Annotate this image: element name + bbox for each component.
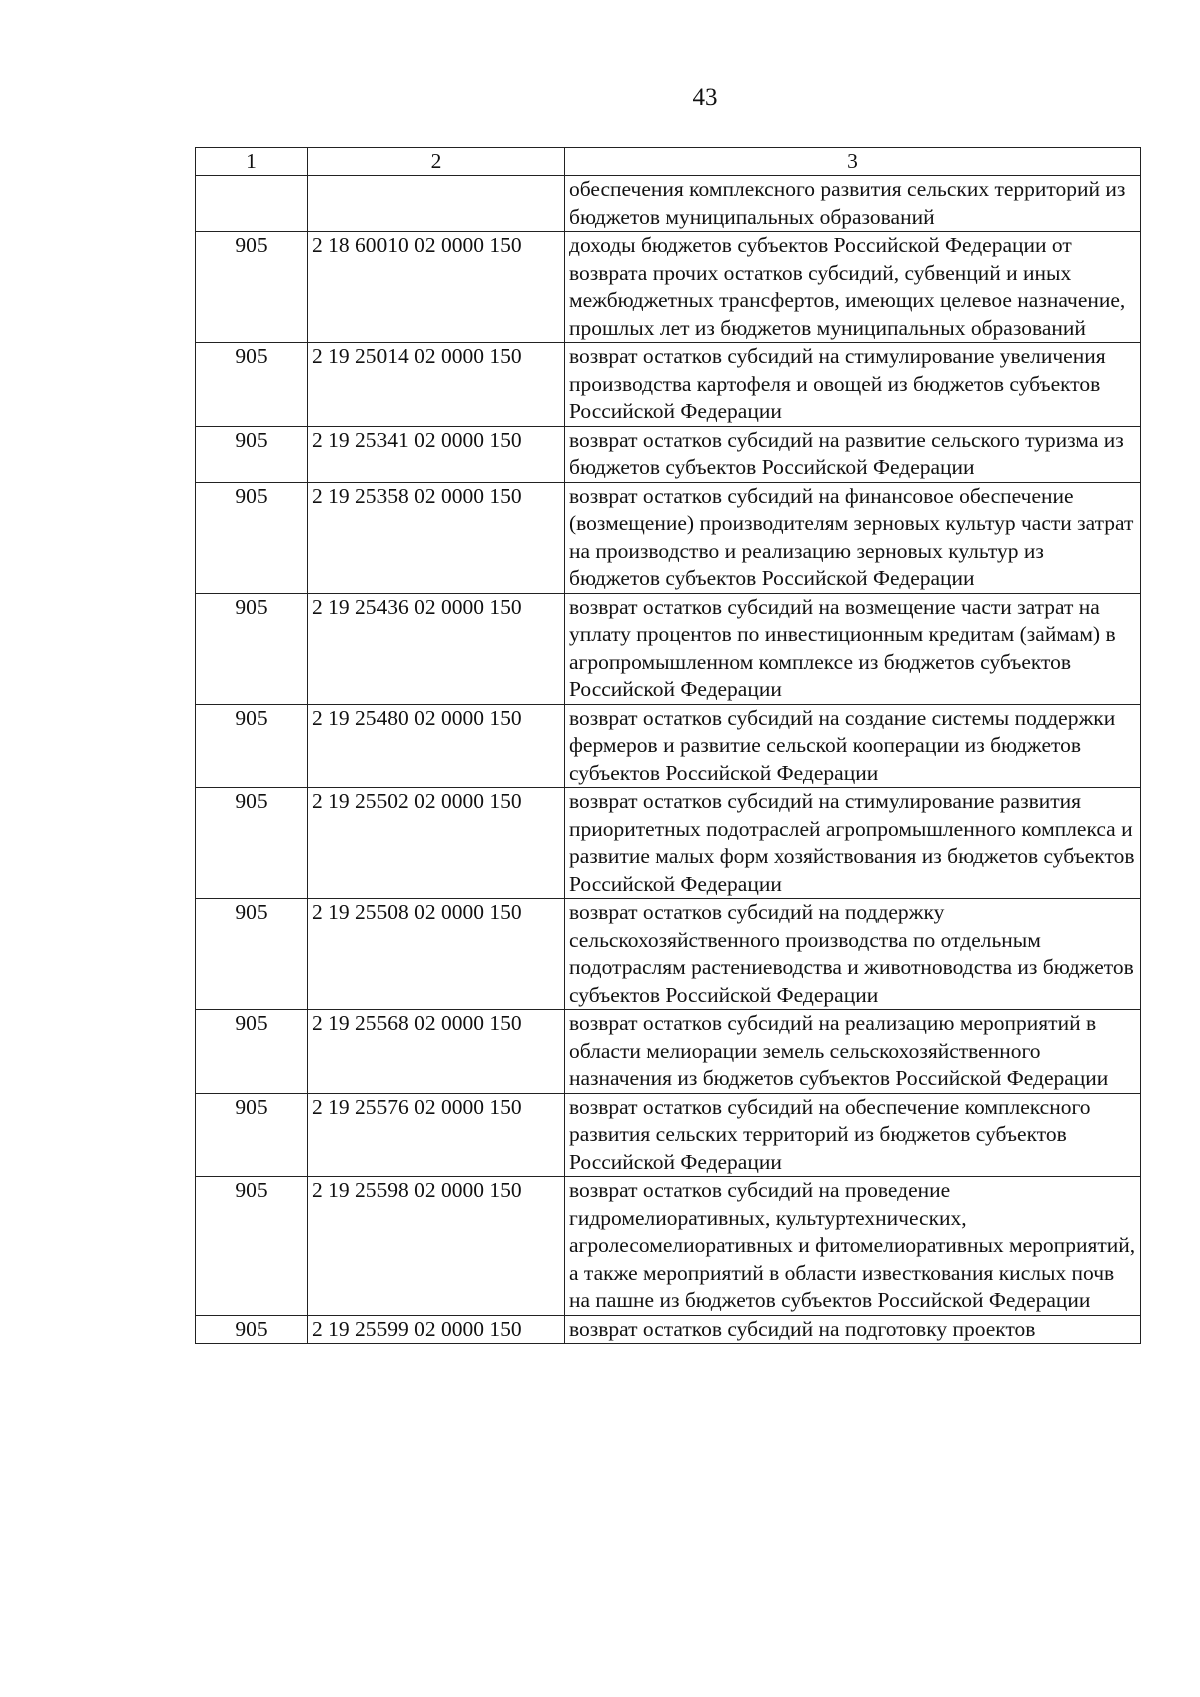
budget-code-cell: 2 18 60010 02 0000 150 (308, 232, 565, 343)
table-body (196, 176, 1141, 1344)
income-name-cell: возврат остатков субсидий на подготовку проектов (565, 1315, 1141, 1344)
table-row (196, 704, 1141, 788)
admin-code-cell: 905 (196, 1093, 308, 1177)
income-name-cell: возврат остатков субсидий на развитие сельского туризма из бюджетов субъектов Российской Федерации (565, 426, 1141, 482)
table-row (196, 482, 1141, 593)
income-name-cell: возврат остатков субсидий на финансовое обеспечение (возмещение) производителям зерновых культур части затрат на производство и реализацию зерновых культур из бюджетов субъектов Российской Федерации (565, 482, 1141, 593)
page-number: 43 (692, 84, 718, 111)
budget-code-cell: 2 19 25480 02 0000 150 (308, 704, 565, 788)
budget-codes-table (195, 147, 1141, 1344)
admin-code-cell: 905 (196, 704, 308, 788)
table-row (196, 176, 1141, 232)
income-name-cell: возврат остатков субсидий на обеспечение комплексного развития сельских территорий из бюджетов субъектов Российской Федерации (565, 1093, 1141, 1177)
admin-code-cell: 905 (196, 232, 308, 343)
income-name-cell: доходы бюджетов субъектов Российской Федерации от возврата прочих остатков субсидий, субвенций и иных межбюджетных трансфертов, имеющих целевое назначение, прошлых лет из бюджетов муниципальных образований (565, 232, 1141, 343)
table-row (196, 232, 1141, 343)
table-row (196, 426, 1141, 482)
admin-code-cell (196, 176, 308, 232)
budget-code-cell: 2 19 25436 02 0000 150 (308, 593, 565, 704)
income-name-cell: возврат остатков субсидий на поддержку сельскохозяйственного производства по отдельным подотраслям растениеводства и животноводства из бюджетов субъектов Российской Федерации (565, 899, 1141, 1010)
admin-code-cell: 905 (196, 343, 308, 427)
income-name-cell: обеспечения комплексного развития сельских территорий из бюджетов муниципальных образований (565, 176, 1141, 232)
budget-code-cell: 2 19 25568 02 0000 150 (308, 1010, 565, 1094)
header-row (196, 148, 1141, 176)
admin-code-cell: 905 (196, 1010, 308, 1094)
budget-code-cell: 2 19 25341 02 0000 150 (308, 426, 565, 482)
column-header-1: 1 (196, 148, 308, 176)
admin-code-cell: 905 (196, 899, 308, 1010)
income-name-cell: возврат остатков субсидий на создание системы поддержки фермеров и развитие сельской кооперации из бюджетов субъектов Российской Федерации (565, 704, 1141, 788)
income-name-cell: возврат остатков субсидий на возмещение части затрат на уплату процентов по инвестиционным кредитам (займам) в агропромышленном комплексе из бюджетов субъектов Российской Федерации (565, 593, 1141, 704)
table-row (196, 343, 1141, 427)
admin-code-cell: 905 (196, 788, 308, 899)
income-name-cell: возврат остатков субсидий на стимулирование увеличения производства картофеля и овощей из бюджетов субъектов Российской Федерации (565, 343, 1141, 427)
table-row (196, 1093, 1141, 1177)
budget-code-cell: 2 19 25599 02 0000 150 (308, 1315, 565, 1344)
admin-code-cell: 905 (196, 1315, 308, 1344)
income-name-cell: возврат остатков субсидий на проведение гидромелиоративных, культуртехнических, агролесомелиоративных и фитомелиоративных мероприятий, а также мероприятий в области известкования кислых почв на пашне из бюджетов субъектов Российской Федерации (565, 1177, 1141, 1316)
table-row (196, 1010, 1141, 1094)
income-name-cell: возврат остатков субсидий на реализацию мероприятий в области мелиорации земель сельскохозяйственного назначения из бюджетов субъектов Российской Федерации (565, 1010, 1141, 1094)
admin-code-cell: 905 (196, 593, 308, 704)
admin-code-cell: 905 (196, 426, 308, 482)
budget-code-cell: 2 19 25502 02 0000 150 (308, 788, 565, 899)
table-header (196, 148, 1141, 176)
budget-code-cell: 2 19 25576 02 0000 150 (308, 1093, 565, 1177)
admin-code-cell: 905 (196, 482, 308, 593)
budget-code-cell: 2 19 25598 02 0000 150 (308, 1177, 565, 1316)
budget-code-cell (308, 176, 565, 232)
table-row (196, 788, 1141, 899)
income-name-cell: возврат остатков субсидий на стимулирование развития приоритетных подотраслей агропромышленного комплекса и развитие малых форм хозяйствования из бюджетов субъектов Российской Федерации (565, 788, 1141, 899)
budget-code-cell: 2 19 25508 02 0000 150 (308, 899, 565, 1010)
table-row (196, 899, 1141, 1010)
table-row (196, 593, 1141, 704)
table-row (196, 1315, 1141, 1344)
column-header-3: 3 (565, 148, 1141, 176)
table-row (196, 1177, 1141, 1316)
budget-code-cell: 2 19 25014 02 0000 150 (308, 343, 565, 427)
admin-code-cell: 905 (196, 1177, 308, 1316)
column-header-2: 2 (308, 148, 565, 176)
budget-code-cell: 2 19 25358 02 0000 150 (308, 482, 565, 593)
